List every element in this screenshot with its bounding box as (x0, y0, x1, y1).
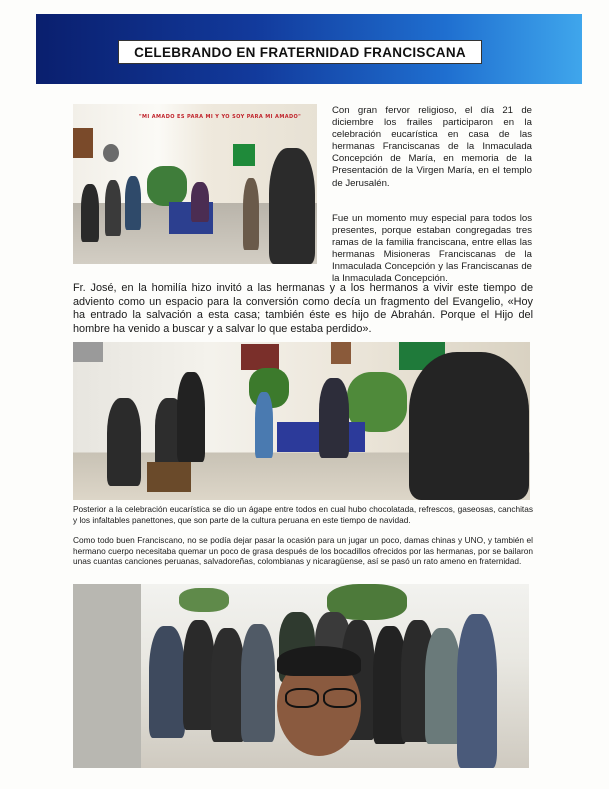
wall-banner-text: "MI AMADO ES PARA MI Y YO SOY PARA MI AMADO" (139, 114, 302, 120)
priest (191, 182, 209, 222)
photo-altar-sisters (73, 342, 530, 500)
photo-mass-chapel (73, 104, 317, 264)
paragraph-homily: Fr. José, en la homilía hizo invitó a las hermanas y a los hermanos a vivir este tiempo de adviento como un espacio para la conversión como decía un fragmento del Evangelio, «Hoy ha entrado la salvación a esta casa; también éste es hijo de Abrahán. Porque el Hijo del hombre ha venido a buscar y a salvar lo que estaba perdido». (73, 282, 533, 335)
paragraph-agape: Posterior a la celebración eucarística se dio un ágape entre todos en cual hubo chocolatada, refrescos, gaseosas, canchitas y los infaltables panettones, que son parte de la cultura peruana en este tiempo de navidad. (73, 504, 533, 525)
window (73, 584, 141, 768)
page-title: CELEBRANDO EN FRATERNIDAD FRANCISCANA (118, 40, 482, 64)
person (241, 624, 275, 742)
person (425, 628, 461, 744)
wall-picture (331, 342, 351, 364)
plants (147, 166, 187, 206)
wall-picture (73, 128, 93, 158)
wall-painting (241, 344, 279, 370)
person-sister (107, 398, 141, 486)
person-friar (457, 614, 497, 768)
glasses-right (323, 688, 357, 708)
hair (277, 646, 361, 676)
person-foreground (269, 148, 315, 264)
wall-frame (73, 342, 103, 362)
friar (243, 178, 259, 250)
person (125, 176, 141, 230)
person-foreground (409, 352, 529, 500)
paragraph-moment: Fue un momento muy especial para todos los presentes, porque estaban congregadas tres ramas de la familia franciscana, entre ellas las hermanas Misioneras Franciscanas de la Inmaculada Concepción y las Franciscanas de la Inmaculada Concepción. (332, 213, 532, 285)
wall-clock (103, 144, 119, 162)
paragraph-games: Como todo buen Franciscano, no se podía dejar pasar la ocasión para un jugar un poco, damas chinas y UNO, y también el hermano cuerpo necesitaba quemar un poco de grasa después de los bocadillos ofrecidos por las hermanas, por se bailaron unas cuantas canciones peruanas, salvadoreñas, colombianas y nicaragüense, así se pasó un rato ameno en fraternidad. (73, 535, 533, 567)
paragraph-intro: Con gran fervor religioso, el día 21 de diciembre los frailes participaron en la celebración eucarística en casa de las hermanas Franciscanas de la Inmaculada Concepción de María, en memoria de la Presentación de la Virgen María, en el templo de Jerusalén. (332, 105, 532, 189)
person-sister (211, 628, 245, 742)
tau-cross (233, 144, 255, 166)
person-sister (105, 180, 121, 236)
priest (319, 378, 349, 458)
person-kneeling (255, 392, 273, 458)
photo-group-selfie (73, 584, 529, 768)
person-sister (177, 372, 205, 462)
plants (179, 588, 229, 612)
person-sister (81, 184, 99, 242)
drum (147, 462, 191, 492)
glasses-left (285, 688, 319, 708)
person-sister (149, 626, 185, 738)
